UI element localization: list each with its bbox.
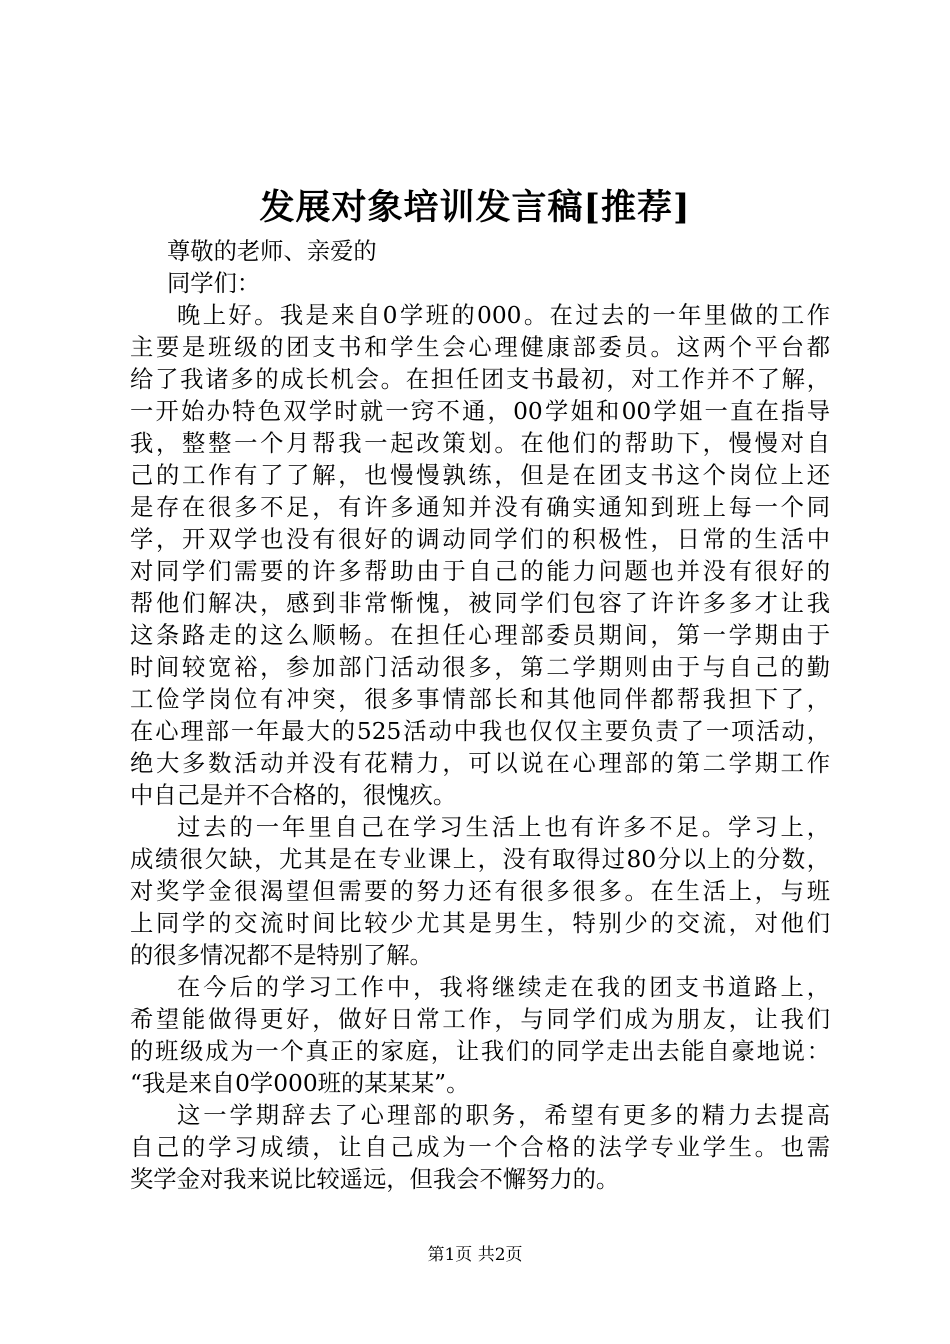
- document-body: [130, 236, 830, 1196]
- paragraph-1-line: 学，开双学也没有很好的调动同学们的积极性，日常的生活中: [130, 526, 830, 553]
- paragraph-2-line: 对奖学金很渴望但需要的努力还有很多很多。在生活上，与班: [130, 878, 830, 905]
- paragraph-3-line: 在今后的学习工作中，我将继续走在我的团支书道路上，: [177, 974, 830, 1001]
- paragraph-3-line: 的班级成为一个真正的家庭，让我们的同学走出去能自豪地说：: [130, 1038, 830, 1065]
- paragraph-2-line: 过去的一年里自己在学习生活上也有许多不足。学习上，: [177, 814, 830, 841]
- paragraph-4-line: 自己的学习成绩，让自己成为一个合格的法学专业学生。也需: [130, 1134, 830, 1161]
- paragraph-2-line: 成绩很欠缺，尤其是在专业课上，没有取得过80分以上的分数，: [130, 846, 830, 873]
- paragraph-1-line: 我，整整一个月帮我一起改策划。在他们的帮助下，慢慢对自: [130, 430, 830, 457]
- paragraph-1-line: 绝大多数活动并没有花精力，可以说在心理部的第二学期工作: [130, 750, 830, 777]
- paragraph-1-line: 晚上好。我是来自0学班的000。在过去的一年里做的工作: [177, 302, 830, 329]
- paragraph-3-line: 希望能做得更好，做好日常工作，与同学们成为朋友，让我们: [130, 1006, 830, 1033]
- document-title: 发展对象培训发言稿[推荐]: [259, 187, 691, 228]
- paragraph-1-line: 对同学们需要的许多帮助由于自己的能力问题也并没有很好的: [130, 558, 830, 585]
- page-footer: 第1页 共2页: [427, 1245, 523, 1265]
- paragraph-1-line: 中自己是并不合格的，很愧疚。: [130, 782, 457, 809]
- greeting-line: 同学们：: [167, 270, 261, 297]
- paragraph-1-line: 己的工作有了了解，也慢慢孰练，但是在团支书这个岗位上还: [130, 462, 830, 489]
- paragraph-2-line: 上同学的交流时间比较少尤其是男生，特别少的交流，对他们: [130, 910, 830, 937]
- paragraph-1-line: 这条路走的这么顺畅。在担任心理部委员期间，第一学期由于: [130, 622, 830, 649]
- paragraph-1-line: 帮他们解决，感到非常惭愧，被同学们包容了许许多多才让我: [130, 590, 830, 617]
- paragraph-3-line: “我是来自0学000班的某某某”。: [130, 1070, 470, 1097]
- greeting-line: 尊敬的老师、亲爱的: [167, 238, 377, 265]
- paragraph-1-line: 工俭学岗位有冲突，很多事情部长和其他同伴都帮我担下了，: [130, 686, 830, 713]
- paragraph-1-line: 时间较宽裕，参加部门活动很多，第二学期则由于与自己的勤: [130, 654, 830, 681]
- paragraph-1-line: 主要是班级的团支书和学生会心理健康部委员。这两个平台都: [130, 334, 830, 361]
- paragraph-2-line: 的很多情况都不是特别了解。: [130, 942, 433, 969]
- paragraph-1-line: 给了我诸多的成长机会。在担任团支书最初，对工作并不了解，: [130, 366, 830, 393]
- paragraph-4-line: 这一学期辞去了心理部的职务，希望有更多的精力去提高: [177, 1102, 830, 1129]
- paragraph-1-line: 一开始办特色双学时就一窍不通，00学姐和00学姐一直在指导: [130, 398, 830, 425]
- paragraph-1-line: 是存在很多不足，有许多通知并没有确实通知到班上每一个同: [130, 494, 830, 521]
- paragraph-1-line: 在心理部一年最大的525活动中我也仅仅主要负责了一项活动，: [130, 718, 830, 745]
- paragraph-4-line: 奖学金对我来说比较遥远，但我会不懈努力的。: [130, 1166, 620, 1193]
